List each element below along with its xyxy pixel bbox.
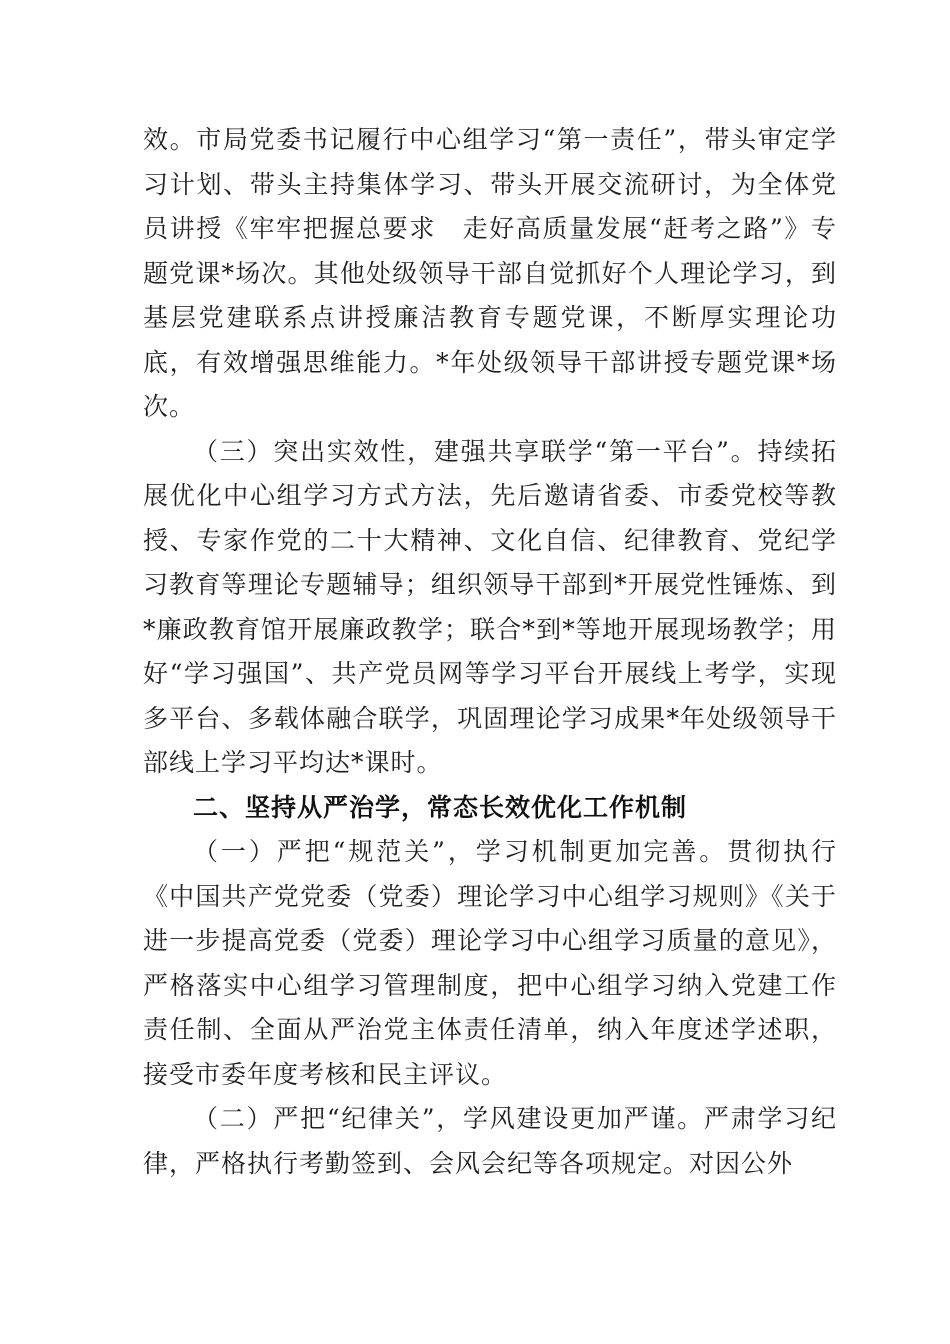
paragraph-item-1: （一）严把“规范关”，学习机制更加完善。贯彻执行《中国共产党党委（党委）理论学习中心组学习规则》《关于进一步提高党委（党委）理论学习中心组学习质量的意见》，严格落实中心组学习管理制度，把中心组学习纳入党建工作责任制、全面从严治党主体责任清单，纳入年度述学述职，接受市委年度考核和民主评议。 xyxy=(143,837,837,1089)
section-heading-2: 二、坚持从严治学，常态长效优化工作机制 xyxy=(193,792,688,822)
paragraph-item-3: （三）突出实效性，建强共享联学“第一平台”。持续拓展优化中心组学习方式方法，先后邀请省委、市委党校等教授、专家作党的二十大精神、文化自信、纪律教育、党纪学习教育等理论专题辅导；组织领导干部到*开展党性锤炼、到*廉政教育馆开展廉政教学；联合*到*等地开展现场教学；用好“学习强国”、共产党员网等学习平台开展线上考学，实现多平台、多载体融合联学，巩固理论学习成果*年处级领导干部线上学习平均达*课时。 xyxy=(143,436,837,777)
paragraph-item-2: （二）严把“纪律关”，学风建设更加严谨。严肃学习纪律，严格执行考勤签到、会风会纪等各项规定。对因公外 xyxy=(143,1104,837,1178)
document-body xyxy=(143,118,837,1186)
paragraph-continuation: 效。市局党委书记履行中心组学习“第一责任”，带头审定学习计划、带头主持集体学习、带头开展交流研讨，为全体党员讲授《牢牢把握总要求 走好高质量发展“赶考之路”》专题党课*场次。其他处级领导干部自觉抓好个人理论学习，到基层党建联系点讲授廉洁教育专题党课，不断厚实理论功底，有效增强思维能力。*年处级领导干部讲授专题党课*场次。 xyxy=(143,125,837,421)
